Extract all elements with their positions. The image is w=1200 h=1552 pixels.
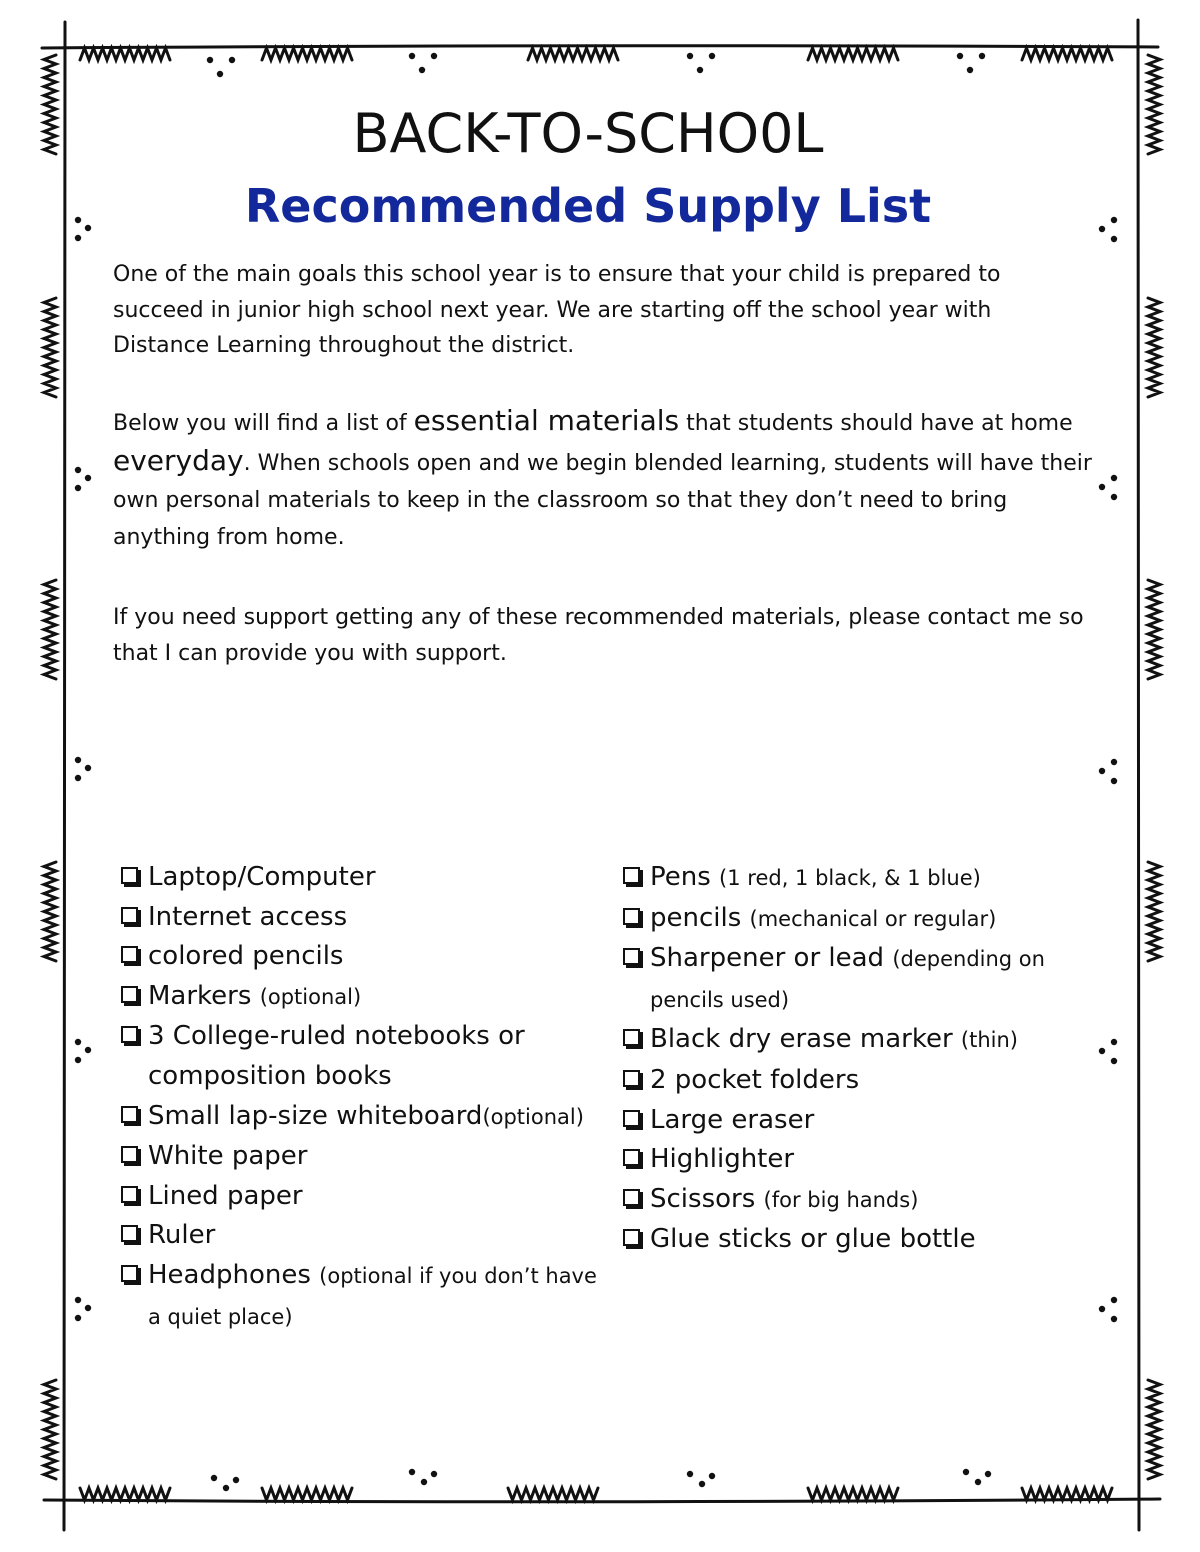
squiggle-h xyxy=(808,1488,898,1500)
emphasis-everyday: everyday xyxy=(113,444,244,477)
supply-item xyxy=(622,1140,1102,1180)
checkbox-icon[interactable] xyxy=(623,908,640,925)
supply-item-label: Small lap-size whiteboard xyxy=(148,1100,483,1131)
squiggle-h xyxy=(262,1488,352,1500)
checkbox-icon[interactable] xyxy=(121,1026,138,1043)
squiggle-h xyxy=(1022,48,1112,60)
squiggle-v xyxy=(44,298,56,397)
dot-icon xyxy=(1111,759,1117,765)
checkbox-icon[interactable] xyxy=(121,946,138,963)
dot-icon xyxy=(1099,768,1105,774)
dot-icon xyxy=(421,1479,427,1485)
squiggle-v xyxy=(44,862,56,961)
checkbox-icon[interactable] xyxy=(121,1146,138,1163)
supply-item xyxy=(120,1017,600,1096)
dot-icon xyxy=(75,1057,81,1063)
supply-item-label: Pens xyxy=(650,862,720,892)
dot-icon xyxy=(75,1315,81,1321)
dot-icon xyxy=(967,67,973,73)
squiggle-h xyxy=(508,1488,598,1500)
supply-item-note: (optional) xyxy=(482,1104,584,1129)
border-line-left xyxy=(64,22,66,1530)
page-title: BACK-TO-SCHO0L xyxy=(352,102,824,165)
supply-item xyxy=(622,858,1102,899)
checkbox-icon[interactable] xyxy=(623,1110,640,1127)
dot-icon xyxy=(1099,484,1105,490)
supply-list-left xyxy=(120,858,600,1337)
supply-item-note: (optional) xyxy=(259,984,362,1009)
checkbox-icon[interactable] xyxy=(623,1229,640,1246)
dot-icon xyxy=(1111,494,1117,500)
supply-item-label: Markers xyxy=(148,980,260,1011)
intro-paragraph-materials xyxy=(113,402,1093,556)
squiggle-h xyxy=(528,48,618,60)
dot-icon xyxy=(957,53,963,59)
supply-item-label: Internet access xyxy=(148,901,348,932)
squiggle-v xyxy=(1148,298,1160,397)
supply-item xyxy=(120,1216,600,1256)
supply-item-label: Large eraser xyxy=(650,1104,815,1135)
dot-icon xyxy=(1111,1039,1117,1045)
dot-icon xyxy=(75,1297,81,1303)
checkbox-icon[interactable] xyxy=(623,1189,640,1206)
supply-item xyxy=(120,937,600,977)
emphasis-essential-materials: essential materials xyxy=(413,404,680,437)
dot-icon xyxy=(85,765,91,771)
squiggle-h xyxy=(80,48,170,60)
supply-item xyxy=(120,858,600,898)
border-line-bottom xyxy=(44,1499,1160,1502)
supply-item-label: Sharpener or lead xyxy=(650,943,893,974)
checkbox-icon[interactable] xyxy=(623,1149,640,1166)
checkbox-icon[interactable] xyxy=(121,907,138,924)
supply-item-label: Black dry erase marker xyxy=(650,1024,961,1055)
dot-icon xyxy=(75,467,81,473)
page-subtitle: Recommended Supply List xyxy=(244,179,932,233)
supply-item-label: Laptop/Computer xyxy=(148,862,376,892)
supply-list-right xyxy=(622,858,1102,1260)
supply-item xyxy=(120,1097,600,1138)
supply-item xyxy=(120,898,600,938)
checkbox-icon[interactable] xyxy=(121,1106,138,1123)
dot-icon xyxy=(229,57,235,63)
dot-icon xyxy=(223,1485,229,1491)
squiggle-v xyxy=(44,1380,56,1479)
checkbox-icon[interactable] xyxy=(121,1265,138,1282)
supply-item xyxy=(120,977,600,1018)
checkbox-icon[interactable] xyxy=(623,1029,640,1046)
dot-icon xyxy=(687,1471,693,1477)
dot-icon xyxy=(211,1475,217,1481)
dot-icon xyxy=(75,757,81,763)
dot-icon xyxy=(75,775,81,781)
border-line-right xyxy=(1137,20,1139,1530)
supply-item xyxy=(622,1061,1102,1101)
dot-icon xyxy=(1111,236,1117,242)
squiggle-h xyxy=(808,48,898,60)
squiggle-v xyxy=(1148,580,1160,679)
supply-item xyxy=(622,1101,1102,1141)
dot-icon xyxy=(975,1479,981,1485)
checkbox-icon[interactable] xyxy=(623,1070,640,1087)
supply-item-note: (for big hands) xyxy=(763,1187,919,1212)
dot-icon xyxy=(699,1481,705,1487)
supply-item-label: Scissors xyxy=(650,1183,764,1214)
dot-icon xyxy=(709,1473,715,1479)
supply-item xyxy=(120,1137,600,1177)
dot-icon xyxy=(419,67,425,73)
intro-text: . When schools open and we begin blended learning, students will have their own personal materials to keep in the classroom so that they don’t need to bring anything from home. xyxy=(113,451,1092,550)
squiggle-v xyxy=(1148,862,1160,961)
dot-icon xyxy=(1111,778,1117,784)
checkbox-icon[interactable] xyxy=(623,948,640,965)
dot-icon xyxy=(85,475,91,481)
dot-icon xyxy=(409,1469,415,1475)
supply-item-note: (thin) xyxy=(960,1028,1018,1053)
checkbox-icon[interactable] xyxy=(121,1186,138,1203)
dot-icon xyxy=(217,71,223,77)
supply-item-label: 2 pocket folders xyxy=(650,1064,860,1095)
supply-item-label: pencils xyxy=(650,902,750,933)
squiggle-v xyxy=(44,580,56,679)
supply-item-label: Headphones xyxy=(148,1259,320,1290)
squiggle-h xyxy=(1022,1488,1112,1500)
dot-icon xyxy=(1111,475,1117,481)
supply-item xyxy=(622,899,1102,940)
checkbox-icon[interactable] xyxy=(121,867,138,884)
dot-icon xyxy=(431,53,437,59)
supply-item xyxy=(622,1180,1102,1221)
intro-text: Below you will find a list of xyxy=(113,411,414,436)
dot-icon xyxy=(1111,1297,1117,1303)
supply-item-label: White paper xyxy=(148,1141,308,1172)
supply-item-label: Glue sticks or glue bottle xyxy=(650,1224,976,1255)
dot-icon xyxy=(979,53,985,59)
squiggle-v xyxy=(1148,1380,1160,1479)
dot-icon xyxy=(409,53,415,59)
dot-icon xyxy=(85,1305,91,1311)
supply-item-note: (1 red, 1 black, & 1 blue) xyxy=(719,866,981,890)
checkbox-icon[interactable] xyxy=(121,1225,138,1242)
supply-item xyxy=(622,1020,1102,1061)
intro-paragraph-goals: One of the main goals this school year is to ensure that your child is prepared to succeed in junior high school next year. We are starting off the school year with Distance Learning throughout the district. xyxy=(113,262,1001,358)
supply-item-note: (mechanical or regular) xyxy=(749,906,997,931)
checkbox-icon[interactable] xyxy=(623,867,640,884)
dot-icon xyxy=(75,1039,81,1045)
dot-icon xyxy=(1111,1316,1117,1322)
dot-icon xyxy=(207,57,213,63)
dot-icon xyxy=(75,485,81,491)
supply-item-label: Highlighter xyxy=(650,1144,795,1175)
supply-item-label: 3 College-ruled notebooks or composition books xyxy=(148,1021,525,1091)
dot-icon xyxy=(1111,1058,1117,1064)
supply-item xyxy=(120,1177,600,1217)
checkbox-icon[interactable] xyxy=(121,986,138,1003)
supply-item-note: (optional if you don’t have a quiet place) xyxy=(148,1263,597,1329)
intro-text: that students should have at home xyxy=(679,411,1073,436)
border-line-top xyxy=(42,46,1158,48)
dot-icon xyxy=(697,67,703,73)
dot-icon xyxy=(431,1471,437,1477)
supply-item-note: (depending on pencils used) xyxy=(650,947,1045,1012)
dot-icon xyxy=(1099,1306,1105,1312)
supply-item xyxy=(622,1220,1102,1260)
dot-icon xyxy=(963,1469,969,1475)
dot-icon xyxy=(233,1477,239,1483)
dot-icon xyxy=(687,53,693,59)
supply-item-label: Lined paper xyxy=(148,1180,303,1211)
dot-icon xyxy=(85,1047,91,1053)
dot-icon xyxy=(709,53,715,59)
supply-item xyxy=(622,939,1102,1020)
supply-item-label: Ruler xyxy=(148,1220,216,1251)
supply-item-label: colored pencils xyxy=(148,941,344,972)
dot-icon xyxy=(985,1471,991,1477)
supply-item xyxy=(120,1256,600,1337)
squiggle-h xyxy=(80,1488,170,1500)
intro-paragraph-support: If you need support getting any of these recommended materials, please contact me so that I can provide you with support. xyxy=(113,605,1084,666)
squiggle-h xyxy=(262,48,352,60)
